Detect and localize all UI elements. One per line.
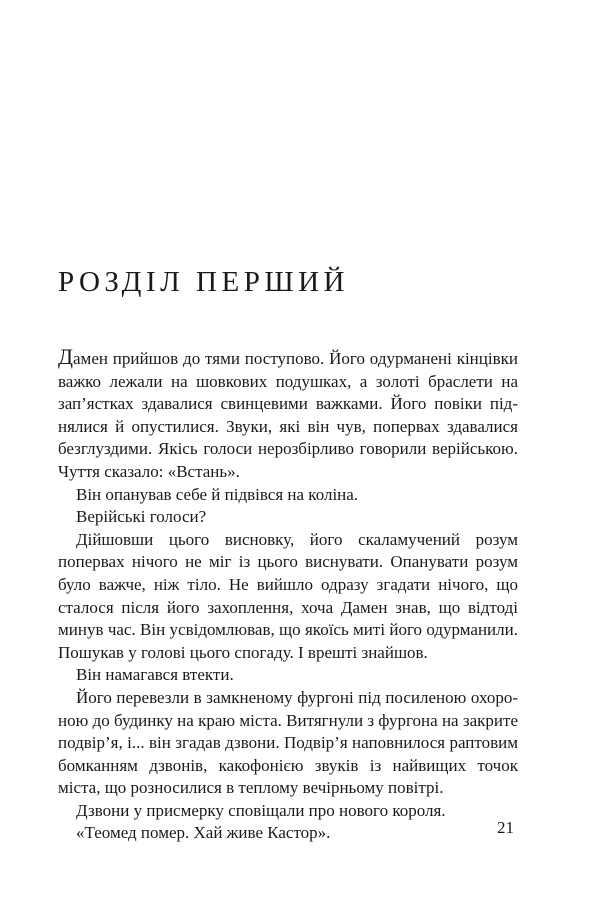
opening-initial: Д (58, 344, 74, 369)
paragraph-opening (58, 346, 518, 484)
paragraph: Дійшовши цього висновку, його скаламучений розум попервах нічого не міг із цього виснувати. Опанувати розум було важче, ніж тіло. Не вийшло одразу згадати нічого, що сталося після його захоплення, хоча Дамен знав, що відтоді минув час. Він усвідомлював, що якоїсь миті його одурманили. Пошукав у голові цього спогаду. І врешті знайшов. (58, 529, 518, 662)
paragraph: Він намагався втекти. (76, 665, 234, 685)
opening-text: амен прийшов до тями поступово. Його одурманені кінцівки важко лежали на шовкових подушках, а золоті браслети на зап’ястках здавалися свинцевими важками. Його повіки піднялися й опустилися. Звуки, які він чув, попервах здавалися безглуздими. Якісь голоси нерозбірливо говорили верійською. Чуття сказало: «Встань». (58, 349, 518, 481)
chapter-title: РОЗДІЛ ПЕРШИЙ (58, 266, 349, 298)
paragraph: «Теомед помер. Хай живе Кастор». (76, 823, 331, 843)
chapter-body (58, 346, 518, 845)
page-number: 21 (497, 818, 514, 837)
paragraph: Він опанував себе й підвівся на коліна. (76, 484, 359, 504)
paragraph: Його перевезли в замкненому фургоні під посиленою охороною до будинку на краю міста. Витягнули з фургона на закрите подвір’я, і... він згадав дзвони. Подвір’я наповнилося раптовим бомканням дзвонів, какофонією звуків із найвищих точок міста, що розносилися в теплому вечірньому повітрі. (58, 687, 518, 798)
paragraph: Дзвони у присмерку сповіщали про нового короля. (76, 800, 446, 820)
paragraph: Верійські голоси? (76, 507, 207, 527)
